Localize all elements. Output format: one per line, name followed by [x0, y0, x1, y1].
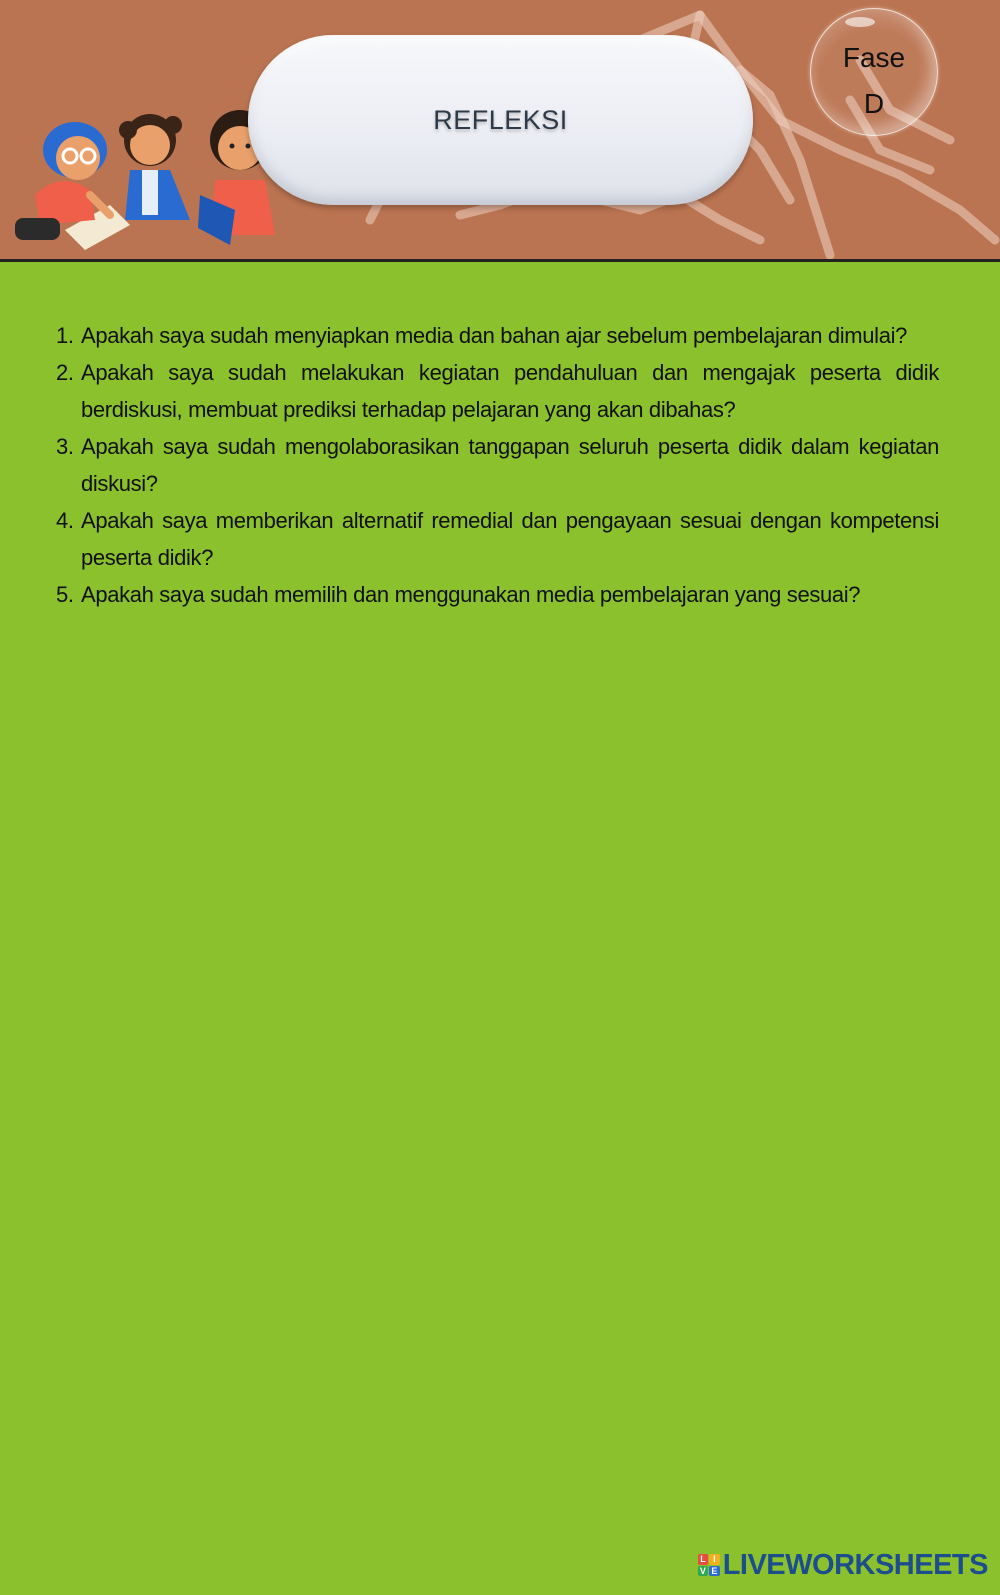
reflection-question-list: [56, 317, 939, 613]
question-item: [56, 317, 939, 354]
question-number: 1.: [56, 323, 74, 348]
phase-badge: [810, 8, 938, 136]
question-text: Apakah saya sudah mengolaborasikan tanggapan seluruh peserta didik dalam kegiatan diskusi?: [81, 434, 939, 496]
question-text: Apakah saya sudah melakukan kegiatan pendahuluan dan mengajak peserta didik berdiskusi, membuat prediksi terhadap pelajaran yang akan dibahas?: [81, 360, 939, 422]
question-item: [56, 354, 939, 428]
question-item: [56, 502, 939, 576]
header-banner: [0, 0, 1000, 262]
children-illustration-icon: [0, 100, 290, 260]
question-text: Apakah saya sudah memilih dan menggunakan media pembelajaran yang sesuai?: [81, 582, 861, 607]
brand-name: LIVEWORKSHEETS: [722, 1548, 988, 1581]
question-number: 2.: [56, 360, 74, 385]
question-item: [56, 428, 939, 502]
question-item: [56, 576, 939, 613]
page-title: REFLEKSI: [433, 104, 568, 135]
phase-value: D: [863, 88, 885, 119]
liveworksheets-brand[interactable]: [698, 1549, 988, 1581]
question-text: Apakah saya memberikan alternatif remedial dan pengayaan sesuai dengan kompetensi peserta didik?: [81, 508, 939, 570]
question-number: 5.: [56, 582, 74, 607]
question-text: Apakah saya sudah menyiapkan media dan bahan ajar sebelum pembelajaran dimulai?: [81, 323, 908, 348]
liveworksheets-logo-icon: L I V E: [698, 1554, 720, 1576]
title-banner: [248, 35, 753, 205]
question-number: 4.: [56, 508, 74, 533]
bubble-shine: [845, 17, 875, 27]
question-number: 3.: [56, 434, 74, 459]
phase-label: Fase: [842, 42, 906, 73]
